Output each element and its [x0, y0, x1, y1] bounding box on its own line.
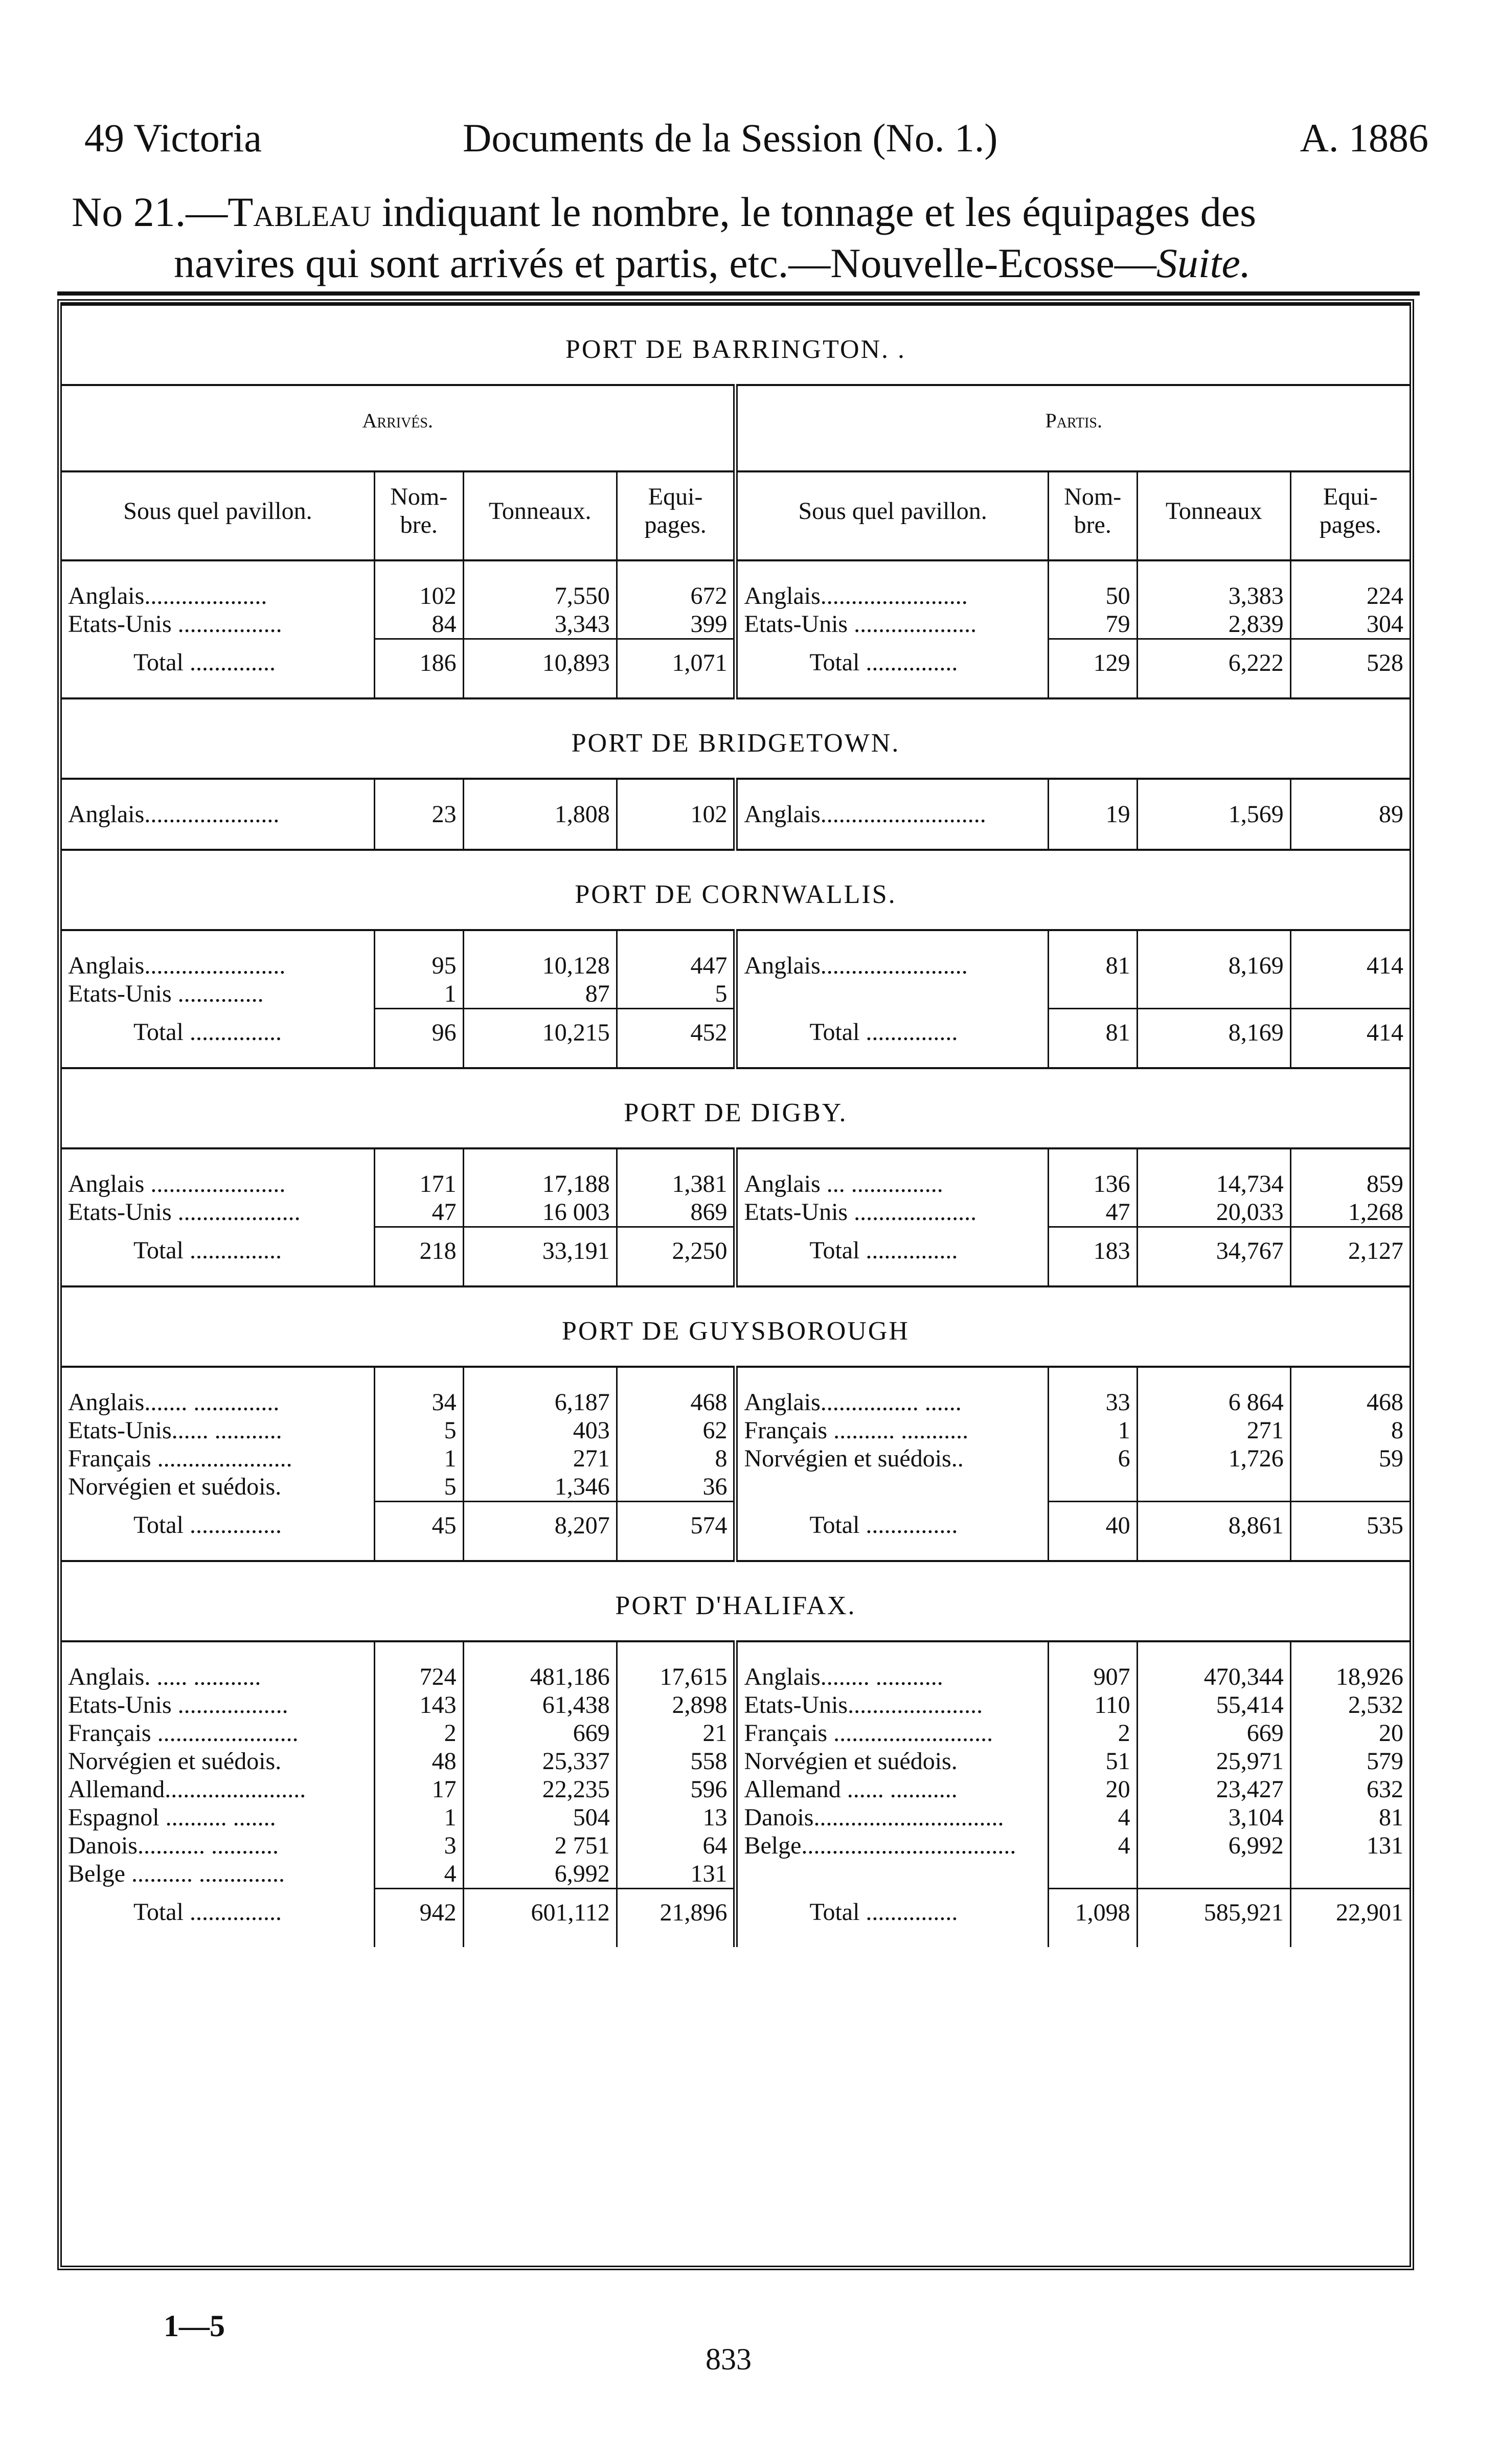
total-ship-count: 40 — [1048, 1502, 1137, 1562]
total-label: Total ............... — [736, 639, 1048, 699]
total-crew-count: 535 — [1290, 1502, 1410, 1562]
empty-cell — [1048, 980, 1137, 1009]
flag-label: Anglais ... ............... — [736, 1148, 1048, 1198]
col-pavillon: Sous quel pavillon. — [736, 471, 1048, 560]
ship-count: 171 — [374, 1148, 463, 1198]
crew-count: 2,532 — [1290, 1691, 1410, 1719]
total-label: Total ............... — [133, 1236, 282, 1264]
flag-label: Norvégien et suédois. — [68, 1473, 282, 1500]
title-tableau: Tableau — [228, 189, 372, 235]
crew-count: 579 — [1290, 1747, 1410, 1775]
flag-label: Belge .......... .............. — [68, 1860, 285, 1887]
table-row — [62, 1416, 1410, 1444]
crew-count: 20 — [1290, 1719, 1410, 1747]
port-heading-row — [62, 1068, 1410, 1148]
empty-cell — [1290, 1473, 1410, 1502]
crew-count: 131 — [617, 1860, 736, 1889]
flag-label: Belge................................... — [736, 1832, 1048, 1860]
crew-count: 131 — [1290, 1832, 1410, 1860]
total-tonnage: 10,215 — [463, 1009, 617, 1069]
running-header-left: 49 Victoria — [84, 116, 262, 160]
ship-count: 6 — [1048, 1444, 1137, 1473]
ship-count: 84 — [374, 610, 463, 639]
ship-count: 50 — [1048, 560, 1137, 610]
ship-count: 724 — [374, 1641, 463, 1691]
total-crew-count: 22,901 — [1290, 1889, 1410, 1948]
empty-cell — [1137, 1473, 1290, 1502]
tonnage: 1,569 — [1137, 779, 1290, 828]
total-crew-count: 452 — [617, 1009, 736, 1069]
table-title — [72, 187, 1431, 289]
empty-cell — [1137, 1860, 1290, 1889]
table-body — [62, 305, 1410, 1947]
empty-cell — [1290, 1860, 1410, 1889]
table-row — [62, 1473, 1410, 1502]
total-ship-count: 81 — [1048, 1009, 1137, 1069]
table-row — [62, 1641, 1410, 1691]
empty-cell — [463, 828, 617, 850]
empty-cell — [1290, 828, 1410, 850]
flag-label: Anglais...................... — [68, 801, 280, 828]
ship-count: 20 — [1048, 1775, 1137, 1803]
flag-label: Anglais. ..... ........... — [68, 1663, 261, 1690]
tonnage: 87 — [463, 980, 617, 1009]
crew-count: 414 — [1290, 930, 1410, 980]
port-name: PORT DE CORNWALLIS. — [62, 850, 1410, 930]
group-heading-row — [62, 385, 1410, 471]
tonnage: 3,104 — [1137, 1803, 1290, 1832]
port-heading-row — [62, 1286, 1410, 1367]
tonnage: 403 — [463, 1416, 617, 1444]
ship-count: 17 — [374, 1775, 463, 1803]
tonnage: 20,033 — [1137, 1198, 1290, 1227]
crew-count: 21 — [617, 1719, 736, 1747]
ship-count: 95 — [374, 930, 463, 980]
tonnage: 25,337 — [463, 1747, 617, 1775]
crew-count: 8 — [617, 1444, 736, 1473]
col-tonneaux: Tonneaux. — [463, 471, 617, 560]
crew-count: 399 — [617, 610, 736, 639]
tonnage: 1,346 — [463, 1473, 617, 1502]
total-label: Total ............... — [736, 1009, 1048, 1069]
ship-count: 1 — [374, 1803, 463, 1832]
tonnage: 8,169 — [1137, 930, 1290, 980]
total-ship-count: 183 — [1048, 1227, 1137, 1287]
table-row — [62, 1198, 1410, 1227]
flag-label: Anglais........ ........... — [736, 1641, 1048, 1691]
total-label: Total ............... — [133, 1018, 282, 1046]
crew-count: 468 — [1290, 1367, 1410, 1416]
table-row — [62, 1832, 1410, 1860]
port-name: PORT D'HALIFAX. — [62, 1561, 1410, 1641]
crew-count: 1,268 — [1290, 1198, 1410, 1227]
ship-count: 143 — [374, 1691, 463, 1719]
tonnage: 2,839 — [1137, 610, 1290, 639]
ship-count: 34 — [374, 1367, 463, 1416]
table-row — [62, 930, 1410, 980]
total-ship-count: 96 — [374, 1009, 463, 1069]
col-nombre: Nom- bre. — [374, 471, 463, 560]
tonnage: 2 751 — [463, 1832, 617, 1860]
flag-label: Français .......... ........... — [736, 1416, 1048, 1444]
flag-label: Etats-Unis .............. — [68, 980, 264, 1007]
crew-count: 64 — [617, 1832, 736, 1860]
total-label: Total ............... — [133, 1898, 282, 1926]
ship-count: 4 — [1048, 1803, 1137, 1832]
total-crew-count: 414 — [1290, 1009, 1410, 1069]
flag-label: Etats-Unis...... ........... — [68, 1417, 282, 1444]
total-row — [62, 1889, 1410, 1948]
flag-label: Norvégien et suédois. — [736, 1747, 1048, 1775]
total-label: Total .............. — [133, 648, 276, 676]
crew-count: 2,898 — [617, 1691, 736, 1719]
table-row — [62, 1691, 1410, 1719]
ship-count: 3 — [374, 1832, 463, 1860]
ship-count: 23 — [374, 779, 463, 828]
empty-cell — [736, 1860, 1048, 1889]
ship-count: 102 — [374, 560, 463, 610]
flag-label: Anglais................ ...... — [736, 1367, 1048, 1416]
flag-label: Allemand....................... — [68, 1776, 306, 1803]
total-crew-count: 2,250 — [617, 1227, 736, 1287]
crew-count: 8 — [1290, 1416, 1410, 1444]
table-row — [62, 1747, 1410, 1775]
ship-count: 79 — [1048, 610, 1137, 639]
table-frame — [57, 299, 1414, 2270]
total-label: Total ............... — [736, 1889, 1048, 1948]
empty-cell — [62, 828, 374, 850]
running-header-right: A. 1886 — [1300, 116, 1428, 160]
tonnage: 3,343 — [463, 610, 617, 639]
total-label: Total ............... — [133, 1511, 282, 1539]
crew-count: 81 — [1290, 1803, 1410, 1832]
crew-count: 468 — [617, 1367, 736, 1416]
empty-cell — [617, 828, 736, 850]
ship-count: 48 — [374, 1747, 463, 1775]
crew-count: 1,381 — [617, 1148, 736, 1198]
port-heading-row — [62, 698, 1410, 779]
crew-count: 447 — [617, 930, 736, 980]
ship-count: 907 — [1048, 1641, 1137, 1691]
flag-label: Norvégien et suédois.. — [736, 1444, 1048, 1473]
tonnage: 271 — [1137, 1416, 1290, 1444]
empty-cell — [1048, 828, 1137, 850]
total-row — [62, 1009, 1410, 1069]
ship-count: 81 — [1048, 930, 1137, 980]
port-name: PORT DE DIGBY. — [62, 1068, 1410, 1148]
ship-count: 4 — [374, 1860, 463, 1889]
total-label: Total ............... — [736, 1227, 1048, 1287]
crew-count: 224 — [1290, 560, 1410, 610]
total-tonnage: 10,893 — [463, 639, 617, 699]
crew-count: 304 — [1290, 610, 1410, 639]
port-heading-row — [62, 850, 1410, 930]
title-line2 — [72, 238, 1431, 289]
tonnage: 17,188 — [463, 1148, 617, 1198]
crew-count: 102 — [617, 779, 736, 828]
ship-count: 1 — [1048, 1416, 1137, 1444]
tonnage: 7,550 — [463, 560, 617, 610]
crew-count: 558 — [617, 1747, 736, 1775]
flag-label: Etats-Unis .................. — [68, 1691, 288, 1719]
total-row — [62, 1502, 1410, 1562]
flag-label: Anglais....... .............. — [68, 1389, 280, 1416]
table-row — [62, 980, 1410, 1009]
ship-count: 5 — [374, 1416, 463, 1444]
tonnage: 6,187 — [463, 1367, 617, 1416]
tonnage: 481,186 — [463, 1641, 617, 1691]
flag-label: Français ....................... — [68, 1720, 299, 1747]
col-equipages: Equi- pages. — [617, 471, 736, 560]
flag-label: Etats-Unis ................. — [68, 611, 282, 638]
total-tonnage: 8,169 — [1137, 1009, 1290, 1069]
tonnage: 25,971 — [1137, 1747, 1290, 1775]
ship-count: 5 — [374, 1473, 463, 1502]
crew-count: 17,615 — [617, 1641, 736, 1691]
col-equipages: Equi- pages. — [1290, 471, 1410, 560]
crew-count: 869 — [617, 1198, 736, 1227]
column-header-row — [62, 471, 1410, 560]
port-name: PORT DE BRIDGETOWN. — [62, 698, 1410, 779]
port-heading-row — [62, 1561, 1410, 1641]
empty-cell — [736, 1473, 1048, 1502]
crew-count: 13 — [617, 1803, 736, 1832]
total-tonnage: 8,207 — [463, 1502, 617, 1562]
total-row — [62, 639, 1410, 699]
tonnage: 470,344 — [1137, 1641, 1290, 1691]
flag-label: Anglais....................... — [68, 952, 286, 979]
table-row — [62, 1148, 1410, 1198]
ship-count: 47 — [374, 1198, 463, 1227]
empty-cell — [1048, 1860, 1137, 1889]
title-suite: Suite. — [1156, 240, 1251, 286]
ship-count: 47 — [1048, 1198, 1137, 1227]
table-top-rule — [57, 291, 1420, 296]
flag-label: Anglais.................... — [68, 582, 267, 609]
crew-count: 59 — [1290, 1444, 1410, 1473]
total-tonnage: 6,222 — [1137, 639, 1290, 699]
total-tonnage: 585,921 — [1137, 1889, 1290, 1948]
total-ship-count: 1,098 — [1048, 1889, 1137, 1948]
crew-count: 859 — [1290, 1148, 1410, 1198]
tonnage: 61,438 — [463, 1691, 617, 1719]
flag-label: Français ...................... — [68, 1445, 292, 1472]
page-number: 833 — [706, 2342, 752, 2376]
total-ship-count: 218 — [374, 1227, 463, 1287]
tonnage: 669 — [1137, 1719, 1290, 1747]
group-partis: Partis. — [736, 385, 1410, 471]
tonnage: 6,992 — [1137, 1832, 1290, 1860]
flag-label: Allemand ...... ........... — [736, 1775, 1048, 1803]
col-nombre: Nom- bre. — [1048, 471, 1137, 560]
spacer-row — [62, 828, 1410, 850]
tonnage: 271 — [463, 1444, 617, 1473]
tonnage: 6,992 — [463, 1860, 617, 1889]
flag-label: Etats-Unis .................... — [736, 610, 1048, 639]
flag-label: Etats-Unis...................... — [736, 1691, 1048, 1719]
crew-count: 5 — [617, 980, 736, 1009]
ship-count: 4 — [1048, 1832, 1137, 1860]
tonnage: 16 003 — [463, 1198, 617, 1227]
total-tonnage: 8,861 — [1137, 1502, 1290, 1562]
total-tonnage: 33,191 — [463, 1227, 617, 1287]
flag-label: Anglais........................ — [736, 560, 1048, 610]
tonnage: 504 — [463, 1803, 617, 1832]
flag-label: Anglais........................ — [736, 930, 1048, 980]
table-row — [62, 560, 1410, 610]
empty-cell — [1048, 1473, 1137, 1502]
empty-cell — [736, 980, 1048, 1009]
flag-label: Danois............................... — [736, 1803, 1048, 1832]
title-number: No 21.— — [72, 189, 228, 235]
total-row — [62, 1227, 1410, 1287]
signature-mark: 1—5 — [164, 2309, 225, 2343]
title-line1-rest: indiquant le nombre, le tonnage et les équipages des — [371, 189, 1257, 235]
table-row — [62, 1367, 1410, 1416]
table-row — [62, 1775, 1410, 1803]
crew-count: 89 — [1290, 779, 1410, 828]
crew-count: 672 — [617, 560, 736, 610]
flag-label: Etats-Unis .................... — [68, 1199, 301, 1226]
empty-cell — [1137, 980, 1290, 1009]
tonnage: 1,808 — [463, 779, 617, 828]
flag-label: Etats-Unis .................... — [736, 1198, 1048, 1227]
table-row — [62, 1803, 1410, 1832]
crew-count: 62 — [617, 1416, 736, 1444]
total-crew-count: 2,127 — [1290, 1227, 1410, 1287]
total-ship-count: 186 — [374, 639, 463, 699]
port-heading-row — [62, 305, 1410, 385]
empty-cell — [736, 828, 1048, 850]
crew-count: 36 — [617, 1473, 736, 1502]
flag-label: Espagnol .......... ....... — [68, 1804, 276, 1831]
ship-count: 2 — [1048, 1719, 1137, 1747]
total-ship-count: 942 — [374, 1889, 463, 1948]
port-name: PORT DE BARRINGTON. . — [62, 305, 1410, 385]
ship-count: 51 — [1048, 1747, 1137, 1775]
flag-label: Français .......................... — [736, 1719, 1048, 1747]
total-ship-count: 129 — [1048, 639, 1137, 699]
table-row — [62, 1444, 1410, 1473]
tonnage: 1,726 — [1137, 1444, 1290, 1473]
crew-count: 596 — [617, 1775, 736, 1803]
tonnage: 669 — [463, 1719, 617, 1747]
crew-count: 18,926 — [1290, 1641, 1410, 1691]
ship-count: 1 — [374, 1444, 463, 1473]
total-crew-count: 528 — [1290, 639, 1410, 699]
table-row — [62, 779, 1410, 828]
port-name: PORT DE GUYSBOROUGH — [62, 1286, 1410, 1367]
ship-count: 19 — [1048, 779, 1137, 828]
total-label: Total ............... — [736, 1502, 1048, 1562]
group-arrives: Arrivés. — [62, 385, 736, 471]
tonnage: 6 864 — [1137, 1367, 1290, 1416]
tonnage: 55,414 — [1137, 1691, 1290, 1719]
total-crew-count: 21,896 — [617, 1889, 736, 1948]
shipping-table — [62, 304, 1410, 1947]
flag-label: Anglais........................... — [736, 779, 1048, 828]
col-pavillon: Sous quel pavillon. — [62, 471, 374, 560]
crew-count: 632 — [1290, 1775, 1410, 1803]
ship-count: 2 — [374, 1719, 463, 1747]
empty-cell — [1290, 980, 1410, 1009]
tonnage: 3,383 — [1137, 560, 1290, 610]
table-row — [62, 610, 1410, 639]
tonnage: 22,235 — [463, 1775, 617, 1803]
table-row — [62, 1860, 1410, 1889]
flag-label: Anglais ...................... — [68, 1170, 286, 1197]
title-line2-main: navires qui sont arrivés et partis, etc.—Nouvelle-Ecosse— — [174, 240, 1156, 286]
total-ship-count: 45 — [374, 1502, 463, 1562]
total-crew-count: 574 — [617, 1502, 736, 1562]
running-header-center: Documents de la Session (No. 1.) — [463, 116, 998, 160]
tonnage: 23,427 — [1137, 1775, 1290, 1803]
ship-count: 1 — [374, 980, 463, 1009]
total-tonnage: 34,767 — [1137, 1227, 1290, 1287]
flag-label: Danois........... ........... — [68, 1832, 279, 1859]
flag-label: Norvégien et suédois. — [68, 1748, 282, 1775]
empty-cell — [1137, 828, 1290, 850]
ship-count: 136 — [1048, 1148, 1137, 1198]
tonnage: 14,734 — [1137, 1148, 1290, 1198]
table-row — [62, 1719, 1410, 1747]
empty-cell — [374, 828, 463, 850]
ship-count: 33 — [1048, 1367, 1137, 1416]
total-tonnage: 601,112 — [463, 1889, 617, 1948]
col-tonneaux: Tonneaux — [1137, 471, 1290, 560]
ship-count: 110 — [1048, 1691, 1137, 1719]
total-crew-count: 1,071 — [617, 639, 736, 699]
tonnage: 10,128 — [463, 930, 617, 980]
